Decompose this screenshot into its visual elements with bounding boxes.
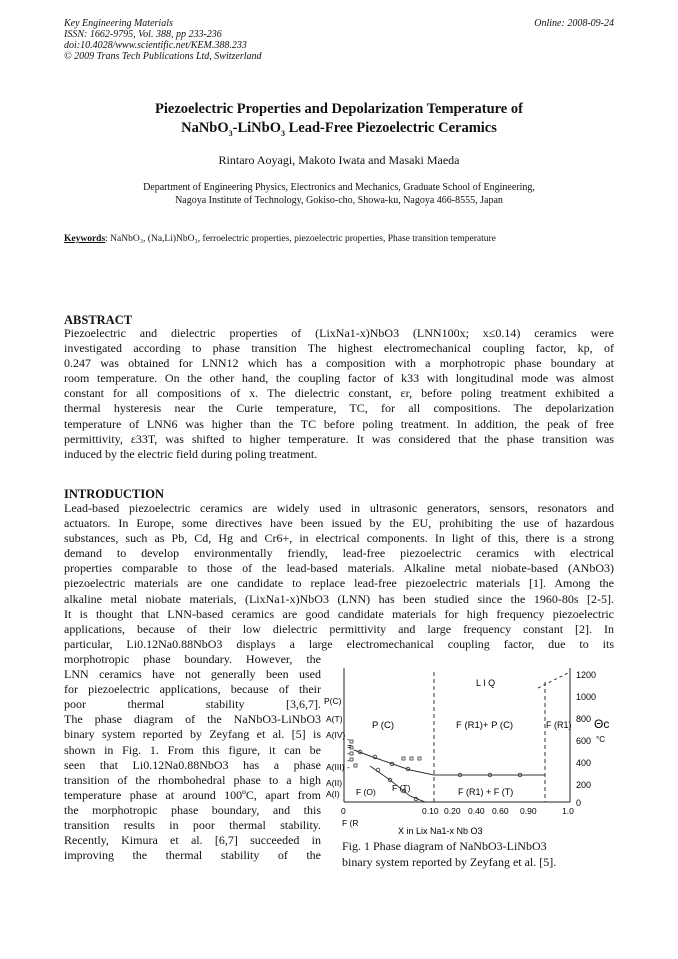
introduction-line: properties comparable to those of the lead-based materials. Alkaline metal niobate-based (ANbO3) [64, 561, 614, 576]
introduction-narrow-line: transition of the rhombohedral phase to a high [64, 772, 321, 787]
x-tick-0.10: 0.10 [422, 806, 439, 816]
issn-line: ISSN: 1662-9795, Vol. 388, pp 233-236 [64, 29, 222, 40]
introduction-narrow-line: binary system reported by Zeyfang et al. [5] is [64, 727, 321, 742]
left-label-pc: P(C) [324, 696, 342, 706]
introduction-body [64, 501, 614, 652]
introduction-narrow-line: The phase diagram of the NaNbO3-LiNbO3 [64, 712, 321, 727]
introduction-line: substances, such as Pb, Cd, Hg and Cr6+, in electrical components. In light of this, there is a strong [64, 531, 614, 546]
keywords-text: : NaNbO₃, (Na,Li)NbO₃, ferroelectric properties, piezoelectric properties, Phase transition temperature [105, 234, 496, 244]
right-tick-1200: 1200 [576, 670, 597, 680]
left-tick-1: - [347, 735, 350, 744]
introduction-narrow-line: morphotropic phase boundary. However, the [64, 652, 321, 666]
keywords-label: Keywords [64, 234, 106, 244]
introduction-narrow-line: LNN ceramics have not generally been used [64, 667, 321, 682]
marker [350, 752, 353, 755]
caption-line-2: binary system reported by Zeyfang et al. [5]. [342, 855, 557, 869]
introduction-line: applications, because of their low dielectric permittivity and large frequency constant [2]. In [64, 621, 614, 636]
keywords [64, 234, 496, 244]
left-label-at: A(T) [326, 714, 343, 724]
right-tick-1000: 1000 [576, 692, 597, 702]
journal-name: Key Engineering Materials [64, 18, 173, 29]
marker [410, 757, 413, 760]
region-ft: F (T) [392, 783, 411, 793]
region-pc: P (C) [372, 720, 394, 731]
left-label-aiii: A(III) [326, 762, 345, 772]
introduction-narrow-column [64, 652, 321, 863]
abstract-line: permittivity, ε33T, was shifted to higher temperature. It was considered that the phase transition was [64, 431, 614, 446]
x-axis-ticks [341, 806, 574, 816]
region-fr1: F (R1) [546, 720, 572, 730]
paper-title [0, 100, 678, 138]
introduction-line: It is thought that LNN-based ceramics are good candidate materials for high frequency piezoelectric [64, 606, 614, 621]
right-tick-200: 200 [576, 780, 592, 790]
right-tick-800: 800 [576, 714, 592, 724]
introduction-narrow-line: Recently, Kimura et al. [6,7] succeeded in [64, 833, 321, 848]
right-tick-600: 600 [576, 736, 592, 746]
affiliation: Department of Engineering Physics, Electronics and Mechanics, Graduate School of Engineering, Nagoya Institute of Technology, Gokiso-cho, Showa-ku, Nagoya 466-8555, Japan [143, 182, 535, 206]
x-tick-0: 0 [341, 806, 346, 816]
right-tick-0: 0 [576, 798, 582, 808]
figure-1-caption [342, 838, 556, 870]
liquidus-line [538, 672, 570, 688]
introduction-line: particular, Li0.12Na0.88NbO3 displays a large electromechanical coupling factor, due to its [64, 636, 614, 651]
x-tick-0.20: 0.20 [444, 806, 461, 816]
right-axis-label: Θc [594, 717, 610, 731]
figure-1-phase-diagram [324, 658, 614, 870]
right-axis-unit: °C [596, 735, 605, 744]
introduction-line: Lead-based piezoelectric ceramics are widely used in ultrasonic generators, sensors, resonators and [64, 501, 614, 515]
copyright-line: © 2009 Trans Tech Publications Ltd, Switzerland [64, 51, 262, 62]
bottom-left-label: F (R [342, 818, 359, 828]
abstract-line: investigated according to phase transition The highest electromechanical coupling factor, kp, of [64, 341, 614, 356]
introduction-narrow-line: poor thermal stability [3,6,7]. [64, 697, 321, 712]
region-fo: F (O) [356, 787, 376, 797]
abstract-line: constant for all compositions of x. The dielectric constant, εr, before poling treatment exhibited a [64, 386, 614, 401]
title-line-1: Piezoelectric Properties and Depolarization Temperature of [155, 101, 523, 117]
marker [350, 758, 353, 761]
abstract-line: thermal hysteresis near the Curie temperature, TC, for all compositions. The depolarization [64, 401, 614, 416]
introduction-line: piezoelectric materials are one candidate to replace lead-free piezoelectric materials [1]. Among the [64, 576, 614, 591]
boundary-curie [354, 750, 434, 775]
abstract-line: Piezoelectric and dielectric properties of (LixNa1-x)NbO3 (LNN100x; x≤0.14) ceramics were [64, 326, 614, 340]
marker [418, 757, 421, 760]
abstract-heading: ABSTRACT [64, 313, 133, 327]
caption-line-1: Fig. 1 Phase diagram of NaNbO3-LiNbO3 [342, 839, 547, 853]
x-tick-0.40: 0.40 [468, 806, 485, 816]
x-tick-0.60: 0.60 [492, 806, 509, 816]
region-fr1-ft: F (R1) + F (T) [458, 787, 514, 797]
introduction-line: alkaline metal niobate materials, (LixNa1-x)NbO3 (LNN) has been studied since the 1960-80s [2-5]. [64, 591, 614, 606]
introduction-narrow-line: for piezoelectric applications, because of their [64, 682, 321, 697]
introduction-narrow-line: seen that Li0.12Na0.88NbO3 has a phase [64, 757, 321, 772]
abstract-line: temperature of LNN6 was higher than the TC before poling treatment. In addition, the peak of free [64, 416, 614, 431]
left-label-ai: A(I) [326, 789, 340, 799]
left-tick-2: = [347, 742, 352, 751]
introduction-narrow-line: the morphotropic phase boundary, and this [64, 802, 321, 817]
introduction-heading: INTRODUCTION [64, 487, 165, 501]
x-tick-1.0: 1.0 [562, 806, 574, 816]
marker [354, 764, 357, 767]
left-label-aiv: A(IV) [326, 730, 346, 740]
region-liq: L I Q [476, 678, 496, 688]
x-tick-0.90: 0.90 [520, 806, 537, 816]
introduction-narrow-line: temperature phase at around 100ºC, apart from [64, 787, 321, 802]
abstract-line: room temperature. On the other hand, the coupling factor of k33 with longitudinal mode was almost [64, 371, 614, 386]
marker [402, 757, 405, 760]
running-header [64, 18, 262, 62]
x-axis-label: X in Lix Na1-x Nb O3 [398, 826, 483, 836]
authors: Rintaro Aoyagi, Makoto Iwata and Masaki Maeda [218, 153, 460, 167]
abstract-line: 0.247 was obtained for LNN12 which has a composition with a morphotropic phase boundary at [64, 356, 614, 371]
right-tick-400: 400 [576, 758, 592, 768]
right-axis-ticks [576, 670, 596, 808]
left-label-aii: A(II) [326, 778, 343, 788]
online-date: Online: 2008-09-24 [534, 18, 614, 29]
region-fr1-pc: F (R1)+ P (C) [456, 720, 514, 731]
introduction-narrow-line: transition results in poor thermal stability. [64, 818, 321, 833]
introduction-line: actuators. In Europe, some directives have been issued by the EU, prohibiting the use of hazardous [64, 516, 614, 531]
introduction-line: demand to develop environmentally friendly, lead-free piezoelectric ceramics with electrical [64, 546, 614, 561]
introduction-narrow-line: improving the thermal stability of the [64, 848, 321, 863]
left-tick-4: - [347, 756, 350, 765]
left-tick-3: - [347, 749, 350, 758]
abstract-body [64, 326, 614, 462]
abstract-line: induced by the electric field during poling treatment. [64, 446, 318, 461]
introduction-narrow-line: shown in Fig. 1. From this figure, it can be [64, 742, 321, 757]
title-line-2: NaNbO$_3$-LiNbO$_3$ Lead-Free Piezoelectric Ceramics [181, 120, 497, 138]
doi-line: doi:10.4028/www.scientific.net/KEM.388.233 [64, 40, 247, 51]
left-tick-5: - [347, 763, 350, 772]
